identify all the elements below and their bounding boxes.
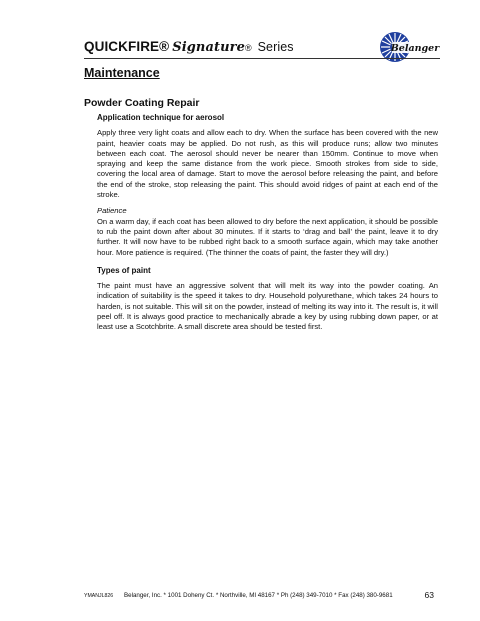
content-body — [97, 113, 438, 339]
header-rule — [84, 58, 440, 59]
patience-label: Patience — [97, 206, 127, 216]
logo-wordmark: Belanger — [390, 43, 440, 54]
brand-title — [84, 39, 294, 55]
types-heading: Types of paint — [97, 265, 151, 275]
registered-mark: ® — [244, 43, 252, 53]
aerosol-heading: Application technique for aerosol — [97, 113, 225, 122]
patience-paragraph: On a warm day, if each coat has been allowed to dry before the next application, it should be possible to rub the paint down after about 30 minutes. If it starts to ‘drag and ball’ the paint, leave it to dry further. It will now have to be rubbed right back to a smooth surface again, which may take another hour. More patience is required. (The thinner the coats of paint, the faster they will dry.) — [97, 216, 438, 257]
page-title: Maintenance — [84, 66, 160, 80]
signature-wordmark: Signature — [172, 40, 245, 55]
types-paragraph: The paint must have an aggressive solvent that will melt its way into the powder coating. An indication of suitability is the speed it takes to dry. Household polyurethane, which takes 24 hours to harden, is not suitable. This will sit on the powder, instead of melting its way into it. The result is, it will peel off. It is always good practice to mechanically abrade a key by using rubbing down paper, or at least use a Scotchbrite. A small discrete area should be tested first. — [97, 281, 438, 332]
company-address: Belanger, Inc. * 1001 Doheny Ct. * Northville, MI 48167 * Ph (248) 349-7010 * Fax (248) 380-9681 — [124, 592, 393, 599]
brand-name: QUICKFIRE® — [84, 39, 170, 54]
document-code: YMANJL826 — [84, 593, 114, 599]
page-number: 63 — [424, 590, 434, 600]
aerosol-paragraph: Apply three very light coats and allow each to dry. When the surface has been covered with the new paint, heavier coats may be applied. Do not rush, as this will produce runs; allow two minutes between each coat. The aerosol should never be nearer than 150mm. Continue to move when spraying and keep the same distance from the work piece. Smooth strokes from side to side, covering the local area of damage. Start to move the aerosol before releasing the paint, and before the end of the stroke, stop releasing the paint. This should avoid ridges of paint at each end of the stroke. — [97, 128, 438, 200]
series-label: Series — [257, 40, 294, 54]
section-heading: Powder Coating Repair — [84, 97, 200, 109]
